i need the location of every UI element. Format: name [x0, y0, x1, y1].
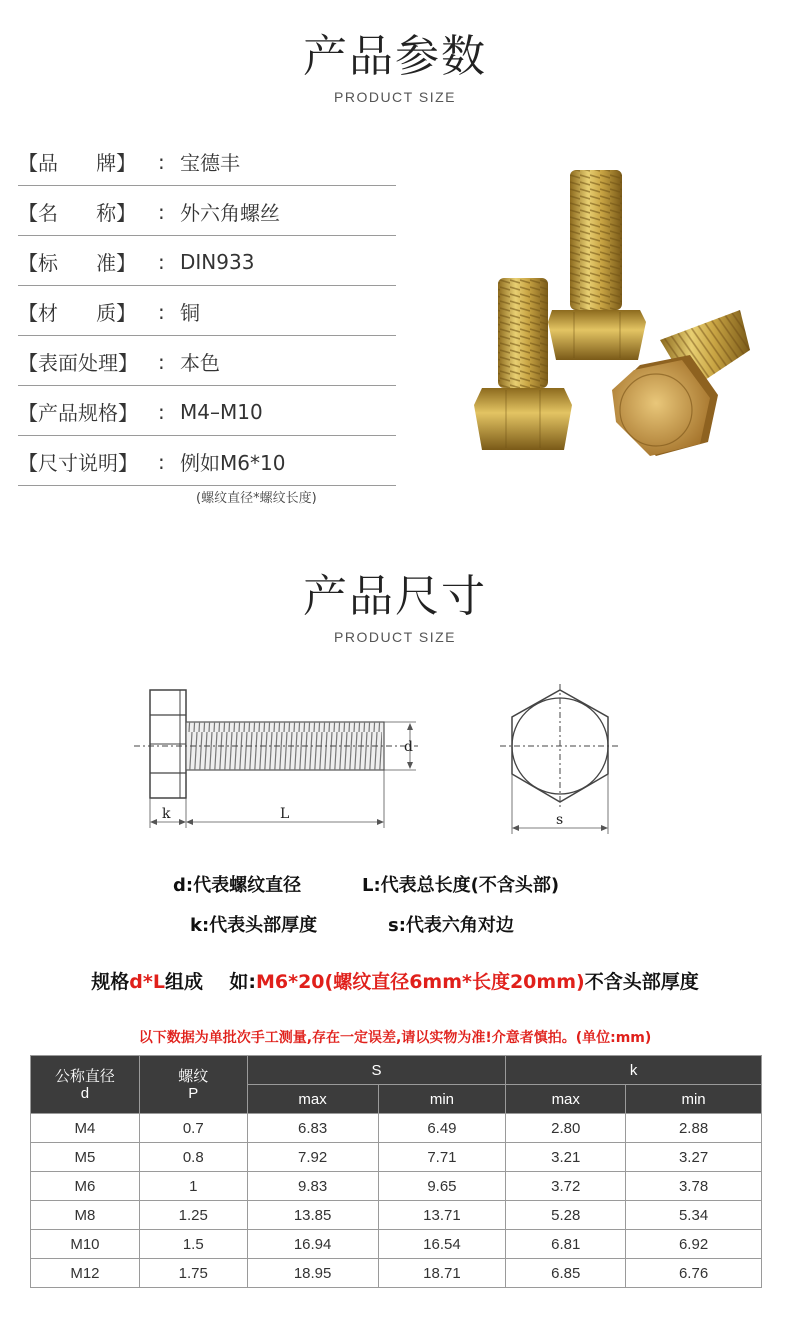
- subheader-k-max: max: [506, 1085, 626, 1114]
- param-label: 【材 质】: [18, 301, 137, 325]
- param-value: M4–M10: [180, 399, 263, 424]
- cell-pitch: 0.7: [139, 1114, 247, 1143]
- table-row: [31, 1230, 762, 1259]
- legend-L: L:代表总长度(不含头部): [362, 875, 560, 896]
- param-separator: :: [158, 149, 165, 174]
- cell-diameter: M12: [31, 1259, 140, 1288]
- bolt-top-view-diagram: [498, 682, 622, 842]
- cell-k-max: 5.28: [506, 1201, 626, 1230]
- table-row: [31, 1201, 762, 1230]
- param-separator: :: [158, 299, 165, 324]
- header-k: k: [506, 1056, 762, 1085]
- param-value: DIN933: [180, 249, 255, 274]
- header-nominal-diameter: 公称直径 d: [31, 1056, 140, 1114]
- bolt-left: [474, 278, 572, 450]
- cell-diameter: M6: [31, 1172, 140, 1201]
- cell-k-max: 6.85: [506, 1259, 626, 1288]
- cell-k-max: 3.21: [506, 1143, 626, 1172]
- dim-label-s: s: [556, 812, 564, 828]
- cell-k-min: 3.27: [626, 1143, 762, 1172]
- cell-k-min: 6.76: [626, 1259, 762, 1288]
- cell-pitch: 0.8: [139, 1143, 247, 1172]
- cell-s-max: 9.83: [247, 1172, 378, 1201]
- param-separator: :: [158, 249, 165, 274]
- params-subtitle: PRODUCT SIZE: [334, 89, 456, 105]
- cell-pitch: 1.25: [139, 1201, 247, 1230]
- param-row-size: [18, 438, 396, 486]
- subheader-s-min: min: [378, 1085, 506, 1114]
- param-row-spec: [18, 388, 396, 436]
- spec-middle: 组成 如:: [164, 971, 257, 993]
- spec-example: M6*20(螺纹直径6mm*长度20mm): [256, 971, 585, 993]
- spec-prefix: 规格: [91, 971, 130, 993]
- params-title: 产品参数: [303, 31, 487, 82]
- param-label: 【尺寸说明】: [18, 451, 138, 475]
- param-separator: :: [158, 349, 165, 374]
- legend-s: s:代表六角对边: [388, 915, 514, 936]
- cell-diameter: M10: [31, 1230, 140, 1259]
- cell-s-max: 18.95: [247, 1259, 378, 1288]
- cell-k-max: 3.72: [506, 1172, 626, 1201]
- cell-s-min: 6.49: [378, 1114, 506, 1143]
- spec-formula: d*L: [129, 971, 165, 993]
- measurement-notice: 以下数据为单批次手工测量,存在一定误差,请以实物为准!介意者慎拍。(单位:mm): [138, 1030, 652, 1046]
- subheader-k-min: min: [626, 1085, 762, 1114]
- product-photo: [470, 160, 760, 480]
- param-separator: :: [158, 399, 165, 424]
- param-row-material: [18, 288, 396, 336]
- subheader-s-max: max: [247, 1085, 378, 1114]
- size-title: 产品尺寸: [303, 571, 487, 622]
- cell-k-max: 6.81: [506, 1230, 626, 1259]
- param-value: 铜: [180, 301, 200, 325]
- param-label: 【名 称】: [18, 201, 137, 225]
- dim-label-L: L: [280, 806, 290, 822]
- spec-suffix: 不含头部厚度: [584, 971, 699, 993]
- cell-s-min: 9.65: [378, 1172, 506, 1201]
- param-label: 【标 准】: [18, 251, 137, 275]
- param-row-brand: [18, 138, 396, 186]
- param-row-finish: [18, 338, 396, 386]
- bolt-side-view-diagram: [128, 680, 428, 840]
- cell-s-min: 16.54: [378, 1230, 506, 1259]
- cell-diameter: M4: [31, 1114, 140, 1143]
- legend-k: k:代表头部厚度: [190, 915, 318, 936]
- param-label: 【产品规格】: [18, 401, 138, 425]
- param-value: 本色: [180, 351, 220, 375]
- cell-s-min: 7.71: [378, 1143, 506, 1172]
- cell-k-max: 2.80: [506, 1114, 626, 1143]
- legend-d: d:代表螺纹直径: [173, 875, 302, 896]
- table-row: [31, 1114, 762, 1143]
- cell-pitch: 1: [139, 1172, 247, 1201]
- table-header-row: [31, 1056, 762, 1085]
- table-row: [31, 1259, 762, 1288]
- param-separator: :: [158, 449, 165, 474]
- cell-pitch: 1.5: [139, 1230, 247, 1259]
- cell-k-min: 2.88: [626, 1114, 762, 1143]
- param-row-standard: [18, 238, 396, 286]
- param-value: 例如M6*10: [180, 451, 286, 475]
- dim-label-k: k: [162, 806, 171, 822]
- cell-k-min: 3.78: [626, 1172, 762, 1201]
- param-separator: :: [158, 199, 165, 224]
- cell-s-min: 18.71: [378, 1259, 506, 1288]
- cell-diameter: M5: [31, 1143, 140, 1172]
- param-label: 【品 牌】: [18, 151, 137, 175]
- size-note: (螺纹直径*螺纹长度): [196, 491, 317, 506]
- header-thread-pitch: 螺纹 P: [139, 1056, 247, 1114]
- cell-s-max: 13.85: [247, 1201, 378, 1230]
- param-value: 外六角螺丝: [180, 201, 280, 225]
- bolt-back: [548, 170, 646, 360]
- cell-s-min: 13.71: [378, 1201, 506, 1230]
- dim-label-d: d: [404, 739, 413, 755]
- spec-table: [30, 1055, 762, 1288]
- table-row: [31, 1143, 762, 1172]
- spec-formula-line: [0, 967, 790, 994]
- size-subtitle: PRODUCT SIZE: [334, 629, 456, 645]
- param-value: 宝德丰: [180, 151, 240, 175]
- param-label: 【表面处理】: [18, 351, 138, 375]
- param-row-name: [18, 188, 396, 236]
- table-row: [31, 1172, 762, 1201]
- cell-s-max: 6.83: [247, 1114, 378, 1143]
- cell-s-max: 16.94: [247, 1230, 378, 1259]
- cell-pitch: 1.75: [139, 1259, 247, 1288]
- cell-diameter: M8: [31, 1201, 140, 1230]
- cell-k-min: 6.92: [626, 1230, 762, 1259]
- cell-s-max: 7.92: [247, 1143, 378, 1172]
- header-s: S: [247, 1056, 506, 1085]
- cell-k-min: 5.34: [626, 1201, 762, 1230]
